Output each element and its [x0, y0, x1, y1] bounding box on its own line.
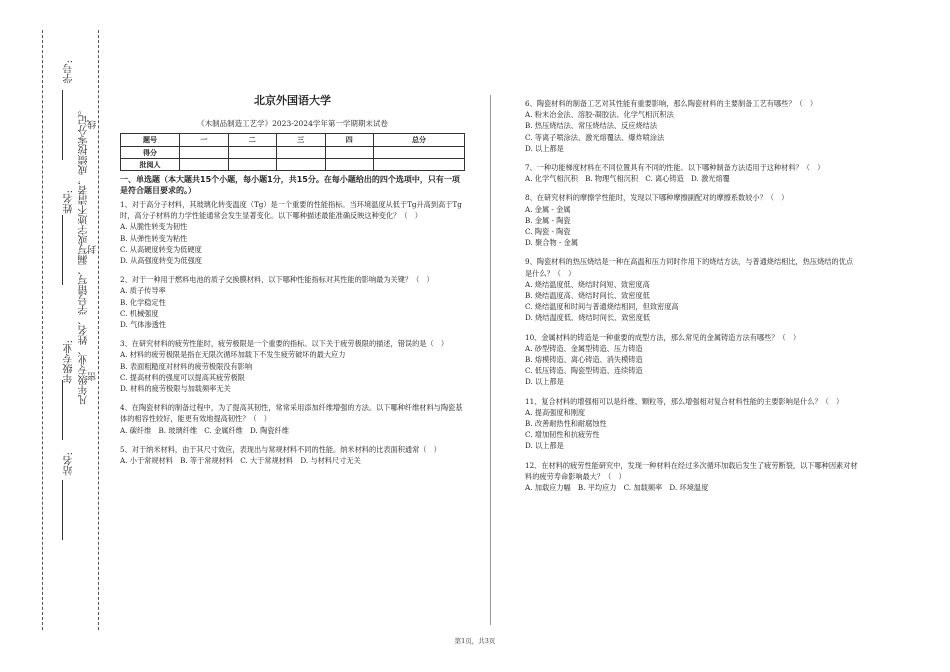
score-cell[interactable]: [277, 146, 326, 158]
question-item: [120, 444, 465, 466]
question-option: C. 烧结温度和时间与普通烧结相同，但致密度高: [525, 302, 679, 312]
question-option: C. 等离子喷涂法、激光熔覆法、爆炸喷涂法: [525, 132, 665, 142]
question-option: A. 砂型铸造、金属型铸造、压力铸造: [525, 343, 643, 353]
question-stem: 10、金属材料的铸造是一种重要的成型方法，那么常见的金属铸造方法有哪些？（ ）: [525, 332, 801, 342]
question-item: [525, 162, 860, 184]
question-option: B. 改善耐热性和耐腐蚀性: [525, 419, 607, 429]
question-item: [525, 98, 860, 154]
question-stem: 3、在研究材料的疲劳性能时，疲劳极限是一个重要的指标。以下关于疲劳极限的描述，错误的是（ ）: [120, 339, 449, 349]
score-table: [120, 133, 465, 171]
score-cell[interactable]: [374, 158, 465, 170]
school-name: 北京外国语大学: [254, 94, 331, 107]
score-row-label: 得分: [121, 146, 180, 158]
question-option: A. 小于常规材料 B. 等于常规材料 C. 大于常规材料 D. 与材料尺寸无关: [120, 456, 361, 466]
question-option: C. 低压铸造、陶瓷型铸造、连续铸造: [525, 366, 643, 376]
student-id-underline: [62, 90, 63, 160]
score-header-cell: 题号: [121, 134, 180, 146]
question-option: C. 提高材料的强度可以提高其疲劳极限: [120, 372, 245, 382]
score-cell[interactable]: [180, 146, 229, 158]
station-label: 站名:: [64, 452, 75, 476]
question-stem: 2、对于一种用于燃料电池的质子交换膜材料，以下哪种性能指标对其性能的影响最为关键？（ ）: [120, 275, 434, 285]
question-stem: 8、在研究材料的摩擦学性能时，发现以下哪种摩擦副配对的摩擦系数较小？（ ）: [525, 193, 789, 203]
question-option: B. 表面粗糙度对材料的疲劳极限没有影响: [120, 361, 253, 371]
question-option: D. 从高强度转变为低强度: [120, 256, 202, 266]
question-option: D. 材料的疲劳极限与加载频率无关: [120, 384, 231, 394]
question-stem: 12、在材料的疲劳性能研究中，发现一种材料在经过多次循环加载后发生了疲劳断裂，以下哪种因素对材料的疲劳寿命影响最大？（ ）: [525, 460, 858, 481]
score-cell[interactable]: [325, 146, 374, 158]
column-divider: [490, 95, 491, 625]
question-item: [120, 199, 465, 266]
question-item: [525, 256, 860, 323]
score-table-row: [121, 158, 465, 170]
question-option: A. 金属 - 金属: [525, 204, 571, 214]
exam-title: 《木制品制造工艺学》2023-2024学年第一学期期末试卷: [197, 119, 388, 129]
question-item: [525, 332, 860, 388]
question-option: D. 以上都是: [525, 143, 564, 153]
question-option: B. 从弹性转变为粘性: [120, 233, 188, 243]
question-option: D. 聚合物 - 金属: [525, 238, 579, 248]
score-table-header-row: [121, 134, 465, 146]
question-option: B. 热压烧结法、常压烧结法、反应烧结法: [525, 121, 658, 131]
score-cell[interactable]: [325, 158, 374, 170]
question-stem: 5、对于纳米材料，由于其尺寸效应，表现出与常规材料不同的性能。纳米材料的比表面积通常（ ）: [120, 444, 441, 454]
question-item: [120, 402, 465, 436]
student-id-label: 学号:: [64, 60, 75, 84]
question-option: A. 加载应力幅 B. 平均应力 C. 加载频率 D. 环境温度: [525, 483, 709, 493]
question-item: [120, 274, 465, 330]
question-stem: 7、一种功能梯度材料在不同位置具有不同的性能。以下哪种制备方法适用于这种材料？（ ）: [525, 163, 825, 173]
question-option: D. 以上都是: [525, 441, 564, 451]
question-item: [525, 192, 860, 248]
seal-char-line: 线: [88, 120, 98, 129]
question-option: A. 质子传导率: [120, 286, 166, 296]
score-cell[interactable]: [277, 158, 326, 170]
score-row-label: 批阅人: [121, 158, 180, 170]
right-column: [525, 95, 860, 501]
question-list-right: [525, 98, 860, 493]
question-option: C. 陶瓷 - 陶瓷: [525, 227, 571, 237]
binding-margin: [0, 0, 110, 672]
score-header-cell: 二: [228, 134, 277, 146]
grade-major-underline: [62, 380, 63, 440]
question-item: [525, 460, 860, 494]
score-header-cell: 三: [277, 134, 326, 146]
question-option: C. 增加韧性和抗疲劳性: [525, 430, 600, 440]
score-header-cell: 一: [180, 134, 229, 146]
name-label: 姓名:: [64, 190, 75, 214]
question-option: A. 烧结温度低、烧结时间短、致密度高: [525, 279, 650, 289]
binding-instruction: 凡年级专业、姓名、学号错写、漏写或字迹不清者，成绩按零分记。: [79, 105, 90, 405]
grade-major-label: 年级专业:: [64, 340, 75, 384]
question-stem: 4、在陶瓷材料的制备过程中，为了提高其韧性，常常采用添加纤维增强的方法。以下哪种纤维材料与陶瓷基体的相容性较好，能更有效地提高韧性？（ ）: [120, 403, 463, 424]
question-option: D. 烧结温度低、烧结时间长、致密度低: [525, 313, 651, 323]
question-stem: 11、复合材料的增强相可以是纤维、颗粒等，那么增强相对复合材料性能的主要影响是什么？（ ）: [525, 396, 844, 406]
score-cell[interactable]: [228, 146, 277, 158]
question-item: [120, 338, 465, 394]
question-option: C. 从高硬度转变为低硬度: [120, 244, 202, 254]
question-option: C. 机械强度: [120, 308, 159, 318]
page-footer: 第1页，共3页: [454, 637, 496, 645]
question-option: B. 金属 - 陶瓷: [525, 215, 571, 225]
seal-line-outer: [42, 30, 43, 630]
name-underline: [62, 215, 63, 285]
question-stem: 6、陶瓷材料的制备工艺对其性能有重要影响，那么陶瓷材料的主要制备工艺有哪些？（ ）: [525, 99, 818, 108]
question-option: A. 材料的疲劳极限是指在无限次循环加载下不发生疲劳破坏的最大应力: [120, 350, 346, 360]
question-option: A. 从脆性转变为韧性: [120, 222, 188, 232]
station-underline: [62, 480, 63, 540]
question-option: D. 气体渗透性: [120, 320, 167, 330]
seal-char-seal: 封: [88, 245, 98, 254]
question-item: [525, 396, 860, 452]
question-stem: 1、对于高分子材料，其玻璃化转变温度（Tg）是一个重要的性能指标。当环境温度从低于Tg升高到高于Tg时，高分子材料的力学性能通常会发生显著变化。以下哪种描述最能准确反映这种变化？（ ）: [120, 200, 462, 221]
question-option: A. 提高强度和刚度: [525, 407, 586, 417]
question-option: A. 碳纤维 B. 玻璃纤维 C. 金属纤维 D. 陶瓷纤维: [120, 425, 289, 435]
left-column: [120, 95, 465, 474]
question-option: A. 化学气相沉积 B. 物理气相沉积 C. 离心铸造 D. 激光熔覆: [525, 174, 730, 184]
score-cell[interactable]: [228, 158, 277, 170]
question-stem: 9、陶瓷材料的热压烧结是一种在高温和压力同时作用下的烧结方法，与普通烧结相比，热压烧结的优点是什么？（ ）: [525, 257, 854, 278]
score-header-cell: 四: [325, 134, 374, 146]
seal-char-secret: 密: [88, 372, 98, 381]
score-cell[interactable]: [374, 146, 465, 158]
question-option: B. 化学稳定性: [120, 297, 166, 307]
score-cell[interactable]: [180, 158, 229, 170]
section-heading: 一、单选题（本大题共15个小题，每小题1分，共15分。在每小题给出的四个选项中，只有一项是符合题目要求的。）: [120, 175, 460, 196]
question-option: D. 以上都是: [525, 377, 564, 387]
score-header-cell: 总分: [374, 134, 465, 146]
question-option: B. 熔模铸造、离心铸造、消失模铸造: [525, 355, 643, 365]
question-option: A. 粉末冶金法、溶胶-凝胶法、化学气相沉积法: [525, 110, 674, 120]
question-list-left: [120, 199, 465, 466]
score-table-row: [121, 146, 465, 158]
question-option: B. 烧结温度高、烧结时间长、致密度低: [525, 291, 650, 301]
